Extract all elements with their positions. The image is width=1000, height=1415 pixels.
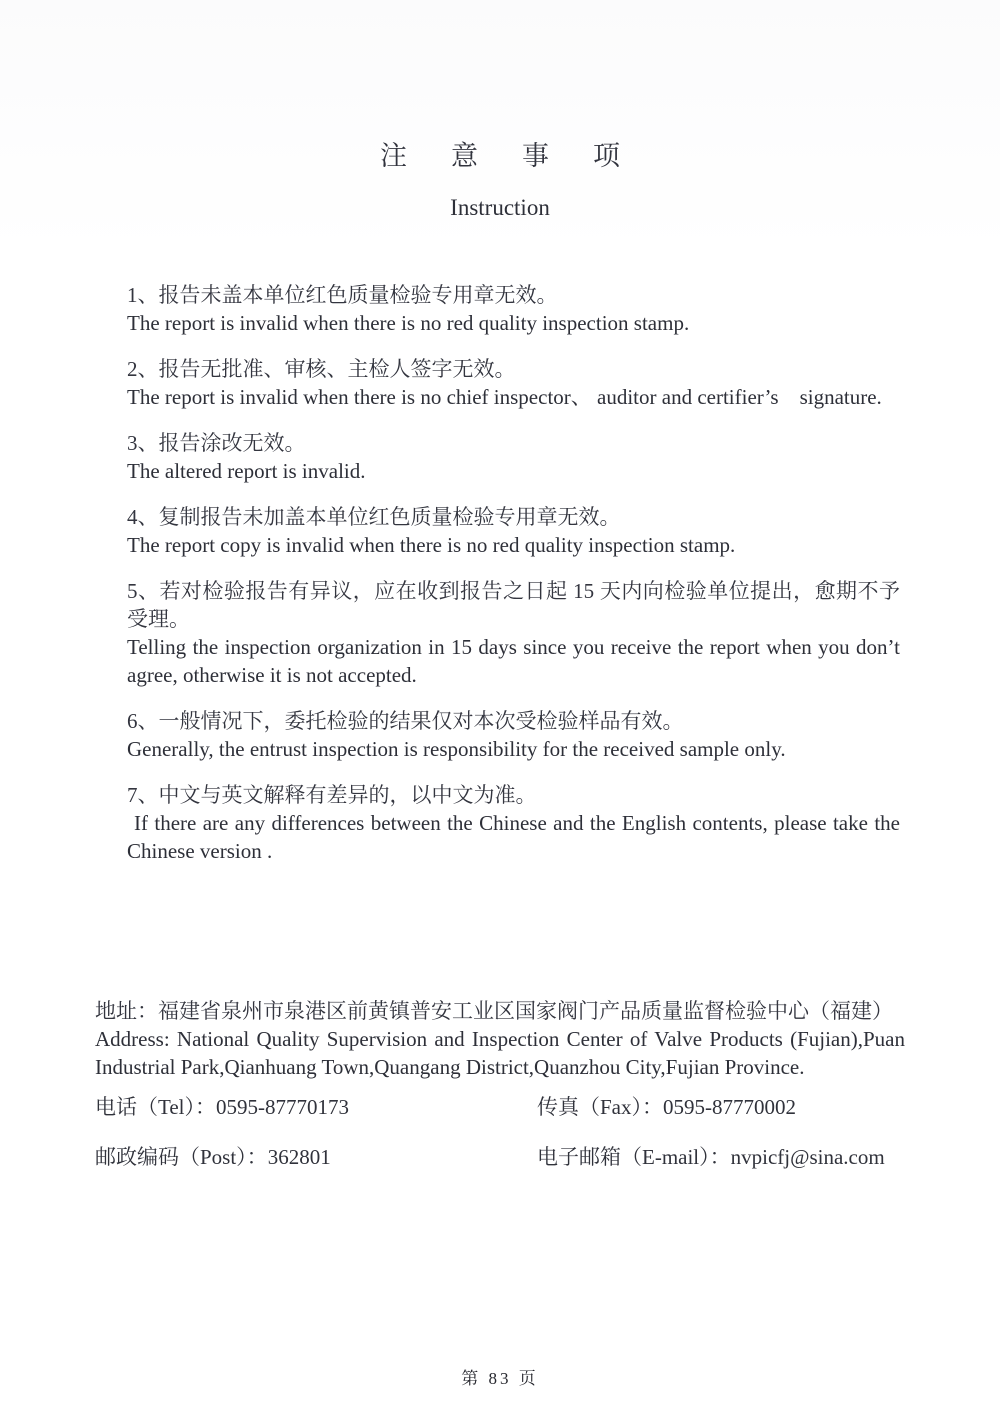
fax-label: 传真（Fax）： [537,1095,663,1119]
contact-row-post-email [95,1143,905,1171]
page-title-english: Instruction [450,195,550,220]
page-title-chinese: 注意事项 [380,141,664,171]
address-english: Address: National Quality Supervision and Inspection Center of Valve Products (Fujian),Puan Industrial Park,Qianhuang Town,Quangang District,Quanzhou City,Fujian Province. [95,1027,905,1079]
contact-row-tel-fax [95,1093,905,1121]
postcode-value: 362801 [267,1145,331,1169]
instruction-item-2-english: The report is invalid when there is no chief inspector、 auditor and certifier’s signature. [127,385,882,409]
fax-field [537,1093,905,1121]
instruction-item-3 [127,429,900,485]
instruction-item-5-chinese: 5、若对检验报告有异议，应在收到报告之日起 15 天内向检验单位提出，愈期不予受理。 [127,579,900,631]
instruction-item-7-english: If there are any differences between the Chinese and the English contents, please take the Chinese version . [127,811,900,863]
address-chinese: 地址：福建省泉州市泉港区前黄镇普安工业区国家阀门产品质量监督检验中心（福建） [95,999,893,1023]
instruction-item-6-chinese: 6、一般情况下，委托检验的结果仅对本次受检验样品有效。 [127,709,684,733]
instruction-item-6-english: Generally, the entrust inspection is responsibility for the received sample only. [127,737,786,761]
instruction-item-4-english: The report copy is invalid when there is no red quality inspection stamp. [127,533,736,557]
instruction-item-4-chinese: 4、复制报告未加盖本单位红色质量检验专用章无效。 [127,505,621,529]
postcode-field [95,1143,537,1171]
instruction-item-1-chinese: 1、报告未盖本单位红色质量检验专用章无效。 [127,283,558,307]
fax-value: 0595-87770002 [663,1095,796,1119]
instruction-list [127,281,900,865]
instruction-item-1-english: The report is invalid when there is no red quality inspection stamp. [127,311,690,335]
instruction-item-2-chinese: 2、报告无批准、审核、主检人签字无效。 [127,357,516,381]
instruction-item-6 [127,707,900,763]
email-field [537,1143,905,1171]
instruction-item-5-english: Telling the inspection organization in 15 days since you receive the report when you don’t agree, otherwise it is not accepted. [127,635,900,687]
address-block [95,997,905,1081]
page-number: 第 83 页 [461,1369,539,1388]
telephone-value: 0595-87770173 [216,1095,350,1119]
instruction-item-7-chinese: 7、中文与英文解释有差异的，以中文为准。 [127,783,537,807]
telephone-field [95,1093,537,1121]
instruction-item-3-chinese: 3、报告涂改无效。 [127,431,306,455]
instruction-item-2 [127,355,900,411]
instruction-item-1 [127,281,900,337]
postcode-label: 邮政编码（Post）： [95,1145,268,1169]
email-label: 电子邮箱（E-mail）： [537,1145,731,1169]
instruction-item-7 [127,781,900,865]
instruction-item-3-english: The altered report is invalid. [127,459,366,483]
contact-info [95,1093,905,1171]
instruction-item-4 [127,503,900,559]
email-value: nvpicfj@sina.com [730,1145,885,1169]
instruction-item-5 [127,577,900,689]
telephone-label: 电话（Tel）： [95,1095,217,1119]
